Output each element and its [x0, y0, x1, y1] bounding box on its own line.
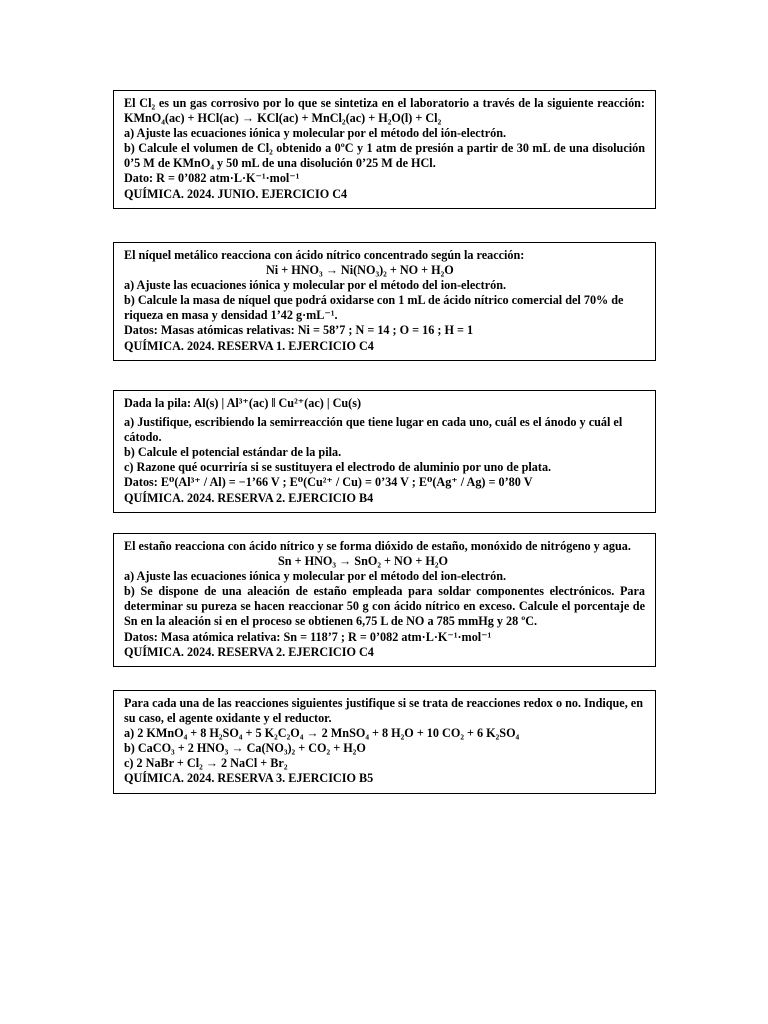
exercise-statement: El estaño reacciona con ácido nítrico y se forma dióxido de estaño, monóxido de nitrógeno y agua.: [124, 539, 631, 553]
exercise-part-a: a) Ajuste las ecuaciones iónica y molecular por el método del ion-electrón.: [124, 278, 507, 293]
exercise-source: QUÍMICA. 2024. RESERVA 2. EJERCICIO C4: [124, 644, 374, 659]
exercise-source: QUÍMICA. 2024. RESERVA 2. EJERCICIO B4: [124, 490, 374, 505]
exercise-source: QUÍMICA. 2024. JUNIO. EJERCICIO C4: [124, 186, 348, 201]
exercise-part-c: c) Razone qué ocurriría si se sustituyera el electrodo de aluminio por uno de plata.: [124, 460, 552, 475]
exercise-part-a: a) Ajuste las ecuaciones iónica y molecular por el método del ión-electrón.: [124, 126, 507, 141]
exercise-box-2: [113, 242, 656, 361]
exercise-data: Datos: E⁰(Al³⁺ / Al) = −1’66 V ; E⁰(Cu²⁺ / Cu) = 0’34 V ; E⁰(Ag⁺ / Ag) = 0’80 V: [124, 475, 533, 490]
exercise-data: Dato: R = 0’082 atm·L·K⁻¹·mol⁻¹: [124, 171, 300, 186]
exercise-part-b: b) Calcule el potencial estándar de la pila.: [124, 445, 342, 460]
exercise-part-a: a) Ajuste las ecuaciones iónica y molecular por el método del ion-electrón.: [124, 569, 507, 584]
exercise-statement: Dada la pila: Al(s) | Al³⁺(ac) ‖ Cu²⁺(ac) | Cu(s): [124, 396, 362, 410]
exercise-part-b: b) Se dispone de una aleación de estaño empleada para soldar componentes electrónicos. Para determinar su pureza se hacen reaccionar 50 g con ácido nítrico en exceso. Calcule el porcentaje de Sn en la aleación si en el proceso se obtienen 6,75 L de NO a 785 mmHg y 28 ºC.: [124, 584, 645, 629]
exercise-part-c: c) 2 NaBr + Cl₂ → 2 NaCl + Br₂: [124, 756, 288, 771]
exercise-statement: El níquel metálico reacciona con ácido nítrico concentrado según la reacción:: [124, 248, 525, 262]
exercise-statement: Para cada una de las reacciones siguientes justifique si se trata de reacciones redox o no. Indique, en su caso, el agente oxidante y el reductor.: [124, 696, 643, 726]
exercise-data: Datos: Masas atómicas relativas: Ni = 58’7 ; N = 14 ; O = 16 ; H = 1: [124, 323, 474, 338]
exercise-part-b: b) Calcule el volumen de Cl₂ obtenido a 0ºC y 1 atm de presión a partir de 30 mL de una disolución 0’5 M de KMnO₄ y 50 mL de una disolución 0’25 M de HCl.: [124, 141, 645, 171]
exercise-box-4: [113, 533, 656, 667]
exercise-box-1: [113, 90, 656, 209]
exercise-statement: El Cl₂ es un gas corrosivo por lo que se sintetiza en el laboratorio a través de la siguiente reacción: KMnO₄(ac) + HCl(ac) → KCl(ac) + MnCl₂(ac) + H₂O(l) + Cl₂: [124, 96, 645, 126]
exercise-part-b: b) Calcule la masa de níquel que podrá oxidarse con 1 mL de ácido nítrico comercial del 70% de riqueza en masa y densidad 1’42 g·mL⁻¹.: [124, 293, 624, 323]
exercise-part-b: b) CaCO₃ + 2 HNO₃ → Ca(NO₃)₂ + CO₂ + H₂O: [124, 741, 366, 756]
exercise-box-3: [113, 390, 656, 513]
exercise-source: QUÍMICA. 2024. RESERVA 1. EJERCICIO C4: [124, 338, 374, 353]
exercise-box-5: [113, 690, 656, 794]
exercise-source: QUÍMICA. 2024. RESERVA 3. EJERCICIO B5: [124, 771, 374, 786]
exercise-part-a: a) Justifique, escribiendo la semirreacción que tiene lugar en cada uno, cuál es el ánodo y cuál el cátodo.: [124, 415, 623, 445]
exercise-equation: Sn + HNO₃ → SnO₂ + NO + H₂O: [278, 554, 448, 569]
exercise-equation: Ni + HNO₃ → Ni(NO₃)₂ + NO + H₂O: [266, 263, 454, 278]
exercise-data: Datos: Masa atómica relativa: Sn = 118’7 ; R = 0’082 atm·L·K⁻¹·mol⁻¹: [124, 629, 492, 644]
exercise-part-a: a) 2 KMnO₄ + 8 H₂SO₄ + 5 K₂C₂O₄ → 2 MnSO₄ + 8 H₂O + 10 CO₂ + 6 K₂SO₄: [124, 726, 520, 741]
